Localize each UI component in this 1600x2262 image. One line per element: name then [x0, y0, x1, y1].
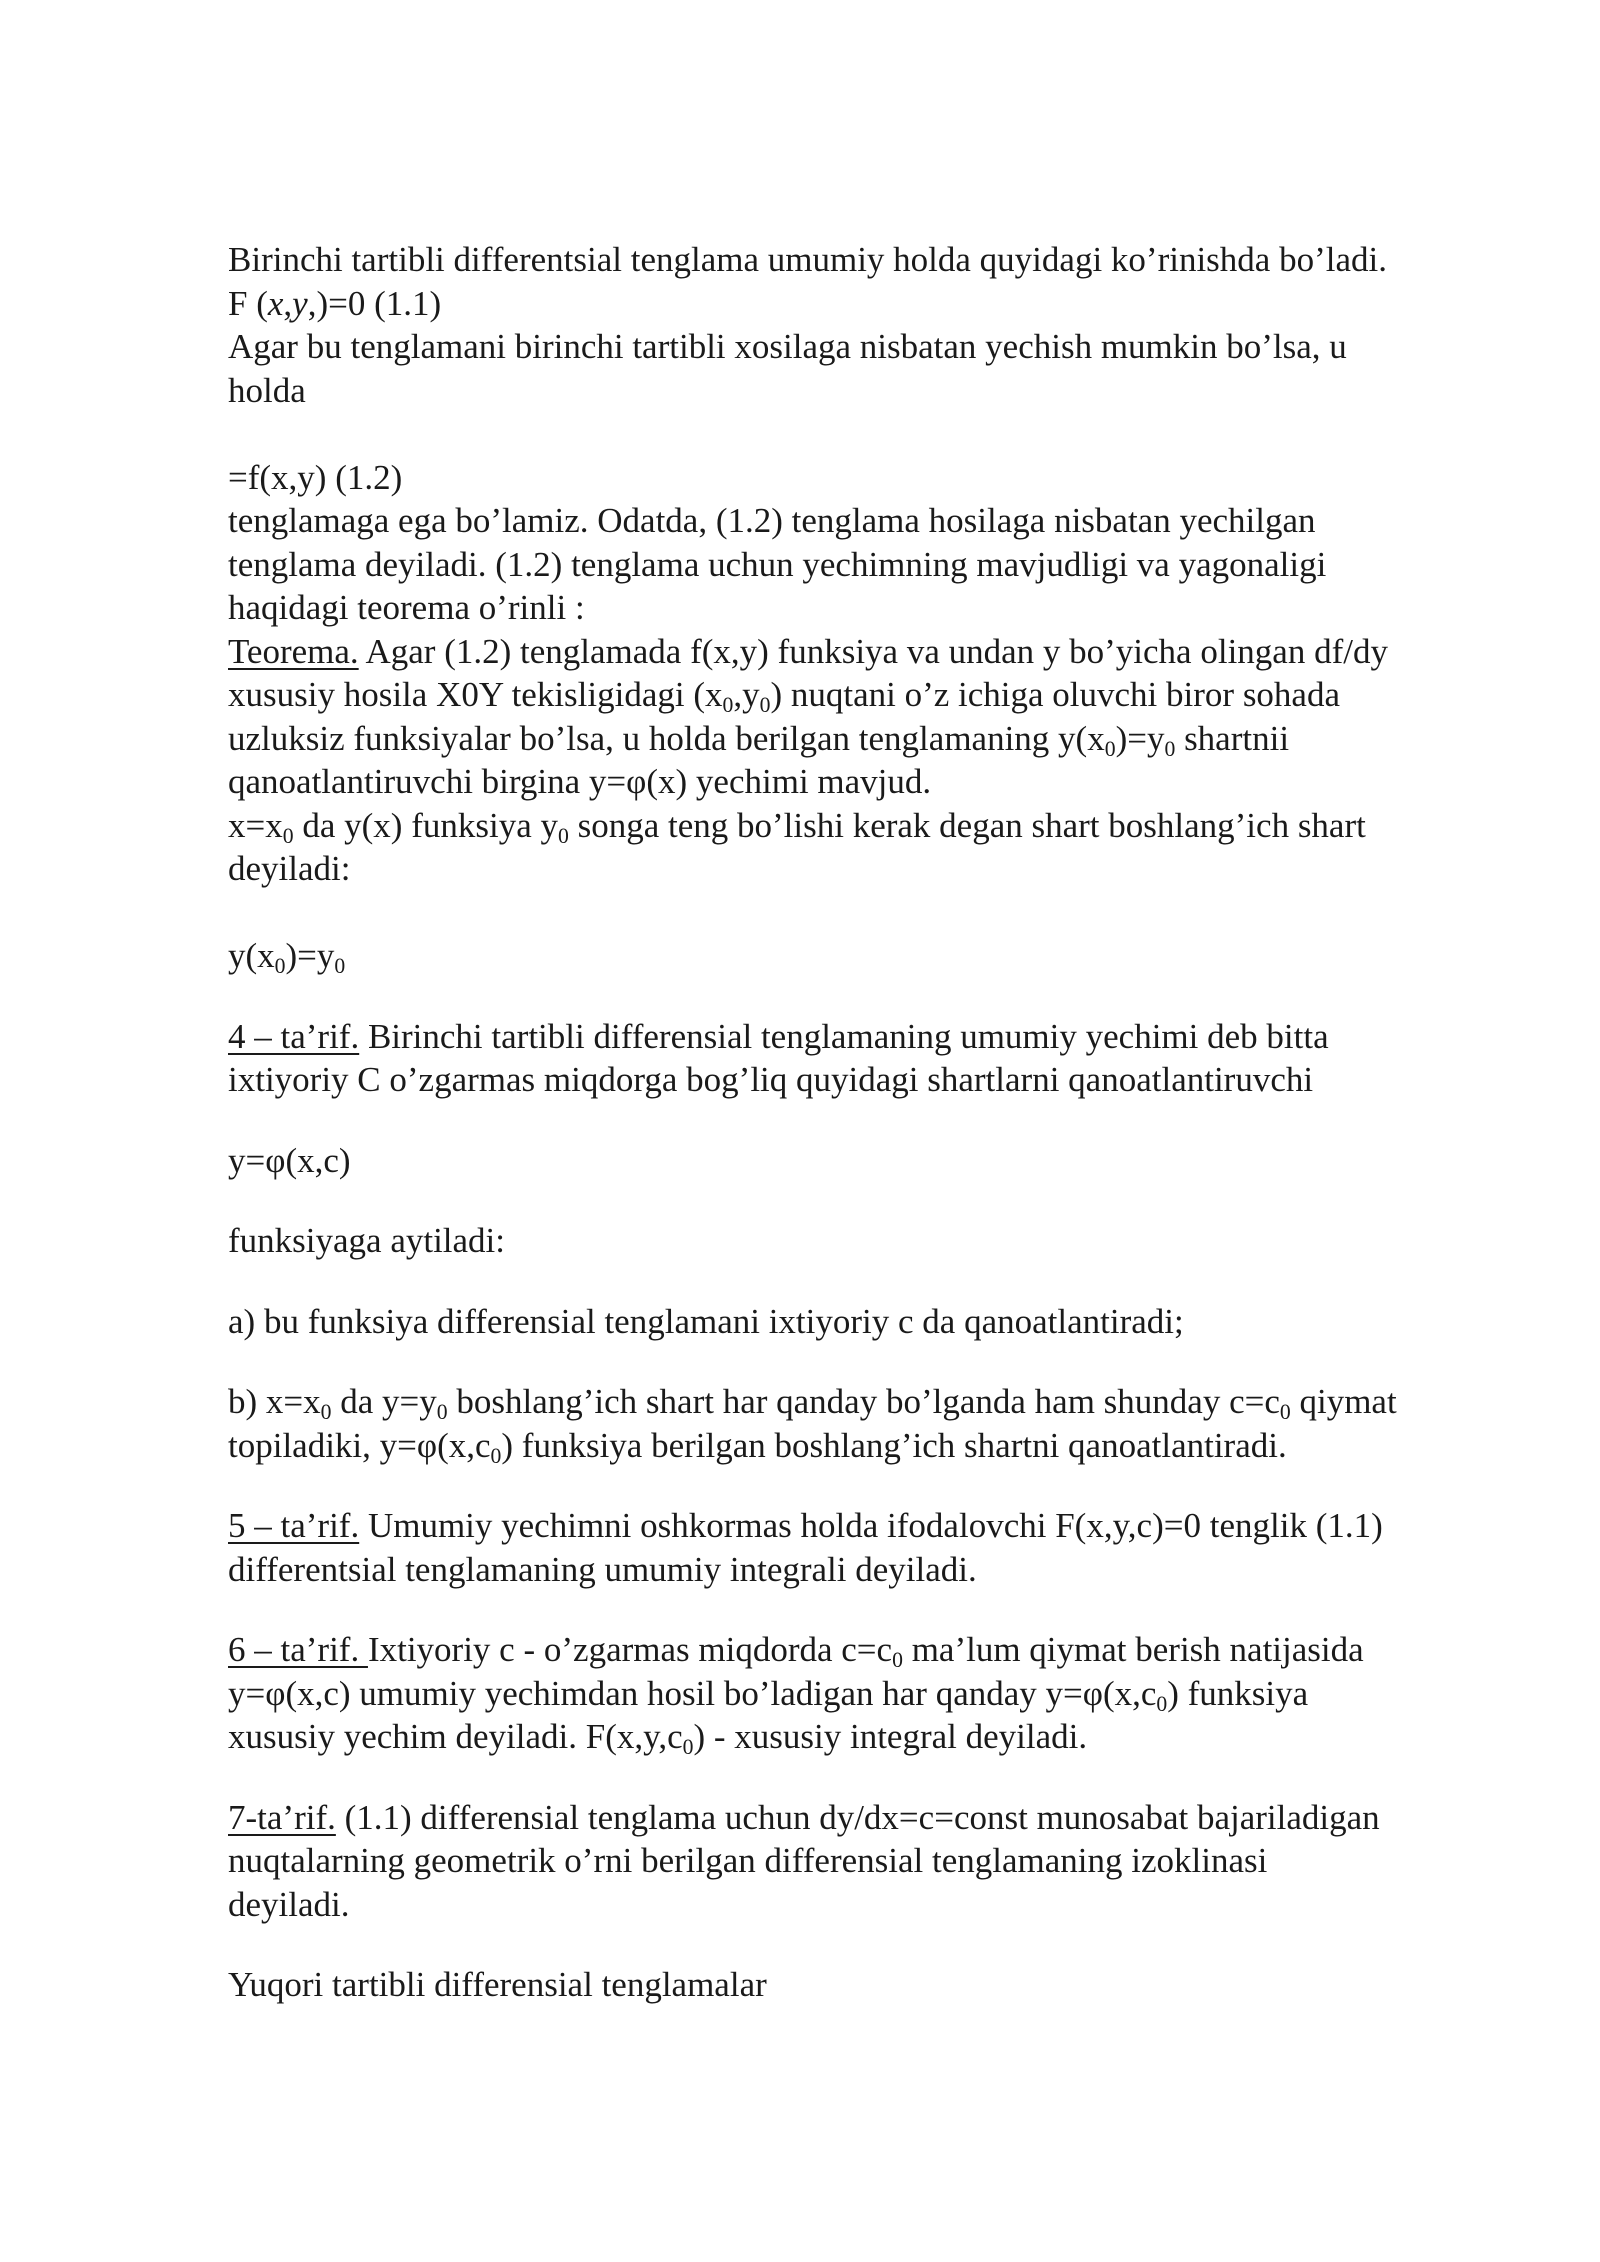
text: )=y [285, 936, 335, 975]
text: shartnii [1175, 718, 1290, 758]
text: Birinchi tartibli differensial tenglamaning umumiy yechimi deb bitta [359, 1016, 1329, 1056]
text: Birinchi tartibli differentsial tenglama umumiy holda quyidagi ko’rinishda bo’ladi. [228, 240, 1387, 279]
text: songa teng bo’lishi kerak degan shart boshlang’ich shart [568, 805, 1366, 845]
text: topiladiki, y=φ(x,c [228, 1425, 491, 1465]
equation-1-1 [228, 282, 1528, 326]
definition-6-line [228, 1715, 1528, 1759]
subscript: 0 [722, 693, 734, 718]
paragraph-line [228, 499, 1528, 543]
subscript: 0 [759, 693, 771, 718]
paragraph-line [228, 369, 1528, 413]
text: )=y [1115, 718, 1165, 758]
text: qiymat [1290, 1382, 1397, 1421]
theorem-line [228, 717, 1528, 761]
text: x=x [228, 805, 283, 845]
definition-6-line [228, 1672, 1528, 1716]
text: =f(x,y) (1.2) [228, 457, 403, 497]
text: y=φ(x,c) [228, 1140, 351, 1180]
text: (1.1) differensial tenglama uchun dy/dx=c=const munosabat bajariladigan [335, 1797, 1380, 1837]
spacer [228, 1926, 1528, 1963]
subscript: 0 [320, 1400, 332, 1425]
text: tenglamaga ega bo’lamiz. Odatda, (1.2) tenglama hosilaga nisbatan yechilgan [228, 501, 1316, 540]
section-heading [228, 1963, 1528, 2007]
equation-1-2 [228, 456, 1528, 500]
subscript: 0 [282, 823, 294, 848]
text: Yuqori tartibli differensial tenglamalar [228, 1965, 767, 2004]
spacer [228, 978, 1528, 1015]
text: da y=y [331, 1382, 437, 1421]
definition-label: 4 – ta’rif. [228, 1016, 360, 1056]
paragraph-line [228, 543, 1528, 587]
condition-a [228, 1300, 1528, 1344]
text: ixtiyoriy C o’zgarmas miqdorga bog’liq quyidagi shartlarni qanoatlantiruvchi [228, 1060, 1314, 1099]
spacer [228, 1467, 1528, 1504]
subscript: 0 [274, 954, 286, 979]
spacer [228, 1182, 1528, 1219]
spacer [228, 1759, 1528, 1796]
spacer [228, 412, 1528, 456]
initial-condition-equation [228, 934, 1528, 978]
text: y(x [228, 936, 275, 975]
text: funksiyaga aytiladi: [228, 1221, 506, 1260]
subscript: 0 [892, 1648, 903, 1673]
definition-label: 5 – ta’rif. [228, 1506, 360, 1545]
subscript: 0 [1156, 1691, 1168, 1716]
definition-5-line [228, 1504, 1528, 1548]
paragraph-line [228, 804, 1528, 848]
text: xususiy yechim deyiladi. F(x,y,c [228, 1717, 683, 1756]
text: Agar (1.2) tenglamada f(x,y) funksiya va undan y bo’yicha olingan df/dy [358, 631, 1388, 671]
paragraph-line [228, 325, 1528, 369]
condition-b [228, 1380, 1528, 1424]
general-solution-equation [228, 1139, 1528, 1183]
subscript: 0 [334, 954, 346, 979]
paragraph-line [228, 847, 1528, 891]
text: , [283, 283, 293, 323]
text: ) funksiya berilgan boshlang’ich shartni qanoatlantiradi. [501, 1425, 1287, 1465]
definition-6-line [228, 1628, 1528, 1672]
definition-7-line [228, 1839, 1528, 1883]
theorem-line [228, 760, 1528, 804]
definition-5-line [228, 1548, 1528, 1592]
text: deyiladi. [228, 1884, 350, 1924]
definition-7-line [228, 1796, 1528, 1840]
text: differentsial tenglamaning umumiy integrali deyiladi. [228, 1549, 977, 1589]
text: Agar bu tenglamani birinchi tartibli xosilaga nisbatan yechish mumkin bo’lsa, u [228, 327, 1347, 366]
text: nuqtalarning geometrik o’rni berilgan differensial tenglamaning izoklinasi [228, 1841, 1268, 1880]
text: uzluksiz funksiyalar bo’lsa, u holda berilgan tenglamaning y(x [228, 718, 1105, 758]
text: Umumiy yechimni oshkormas holda ifodalovchi F(x,y,c)=0 tenglik (1.1) [359, 1506, 1383, 1545]
subscript: 0 [1104, 736, 1116, 761]
spacer [228, 1102, 1528, 1139]
text: ) funksiya [1167, 1673, 1309, 1713]
text: ma’lum qiymat berish natijasida [902, 1630, 1364, 1669]
text: deyiladi: [228, 849, 351, 888]
theorem-label: Teorema. [228, 631, 359, 671]
document-page [228, 238, 1528, 2007]
var-y: y [292, 283, 308, 323]
text: y=φ(x,c) umumiy yechimdan hosil bo’ladigan har qanday y=φ(x,c [228, 1673, 1157, 1713]
subscript: 0 [1164, 736, 1176, 761]
subscript: 0 [682, 1735, 694, 1760]
condition-b [228, 1424, 1528, 1468]
text: Ixtiyoriy c - o’zgarmas miqdorda c=c [367, 1630, 893, 1669]
paragraph-line [228, 1219, 1528, 1263]
paragraph-line [228, 586, 1528, 630]
text: b) x=x [228, 1382, 321, 1421]
text: tenglama deyiladi. (1.2) tenglama uchun yechimning mavjudligi va yagonaligi [228, 544, 1327, 584]
subscript: 0 [490, 1443, 502, 1468]
text: boshlang’ich shart har qanday bo’lganda ham shunday c=c [447, 1382, 1280, 1421]
subscript: 0 [557, 823, 569, 848]
text: xususiy hosila X0Y tekisligidagi (x [228, 675, 723, 714]
spacer [228, 1591, 1528, 1628]
spacer [228, 1263, 1528, 1300]
text: da y(x) funksiya y [293, 805, 558, 845]
text: qanoatlantiruvchi birgina y=φ(x) yechimi mavjud. [228, 762, 932, 801]
text: ,y [733, 675, 760, 714]
text: holda [228, 370, 306, 410]
text: ,)=0 (1.1) [307, 283, 442, 323]
definition-label: 7-ta’rif. [228, 1797, 336, 1837]
definition-label: 6 – ta’rif. [228, 1630, 368, 1669]
paragraph-line [228, 238, 1528, 282]
subscript: 0 [1279, 1400, 1291, 1425]
text: haqidagi teorema o’rinli : [228, 588, 585, 627]
theorem-line [228, 673, 1528, 717]
subscript: 0 [436, 1400, 448, 1425]
definition-7-line [228, 1883, 1528, 1927]
theorem-line [228, 630, 1528, 674]
text: ) - xususiy integral deyiladi. [693, 1717, 1088, 1756]
text: ) nuqtani o’z ichiga oluvchi biror sohada [770, 675, 1341, 714]
text: a) bu funksiya differensial tenglamani ixtiyoriy c da qanoatlantiradi; [228, 1301, 1184, 1341]
spacer [228, 891, 1528, 935]
spacer [228, 1343, 1528, 1380]
text: F ( [228, 283, 268, 323]
var-x: x [267, 283, 284, 323]
definition-4-line [228, 1058, 1528, 1102]
definition-4-line [228, 1015, 1528, 1059]
